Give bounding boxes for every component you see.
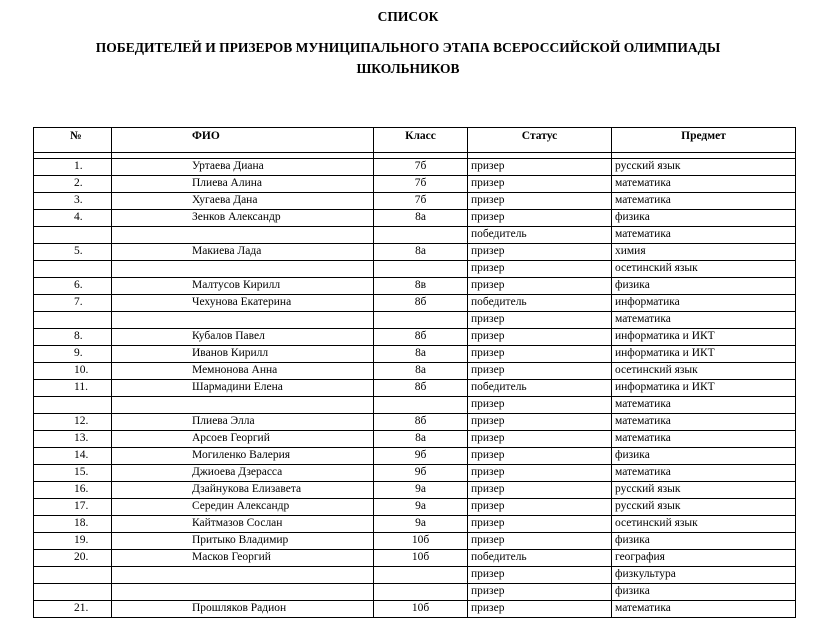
table-row [34,414,796,431]
cell-status: призер [468,533,612,550]
cell-name: Могиленко Валерия [112,448,374,465]
cell-name: Прошляков Радион [112,601,374,618]
cell-subject: математика [612,193,796,210]
cell-subject: информатика и ИКТ [612,346,796,363]
cell-status: призер [468,601,612,618]
table-row [34,176,796,193]
cell-grade: 8а [374,244,468,261]
cell-grade: 8а [374,363,468,380]
table-row [34,363,796,380]
table-row [34,244,796,261]
cell-subject: информатика и ИКТ [612,329,796,346]
cell-subject: география [612,550,796,567]
cell-grade: 8а [374,346,468,363]
cell-subject: математика [612,601,796,618]
table-body [34,153,796,618]
table-row [34,193,796,210]
cell-name: Зенков Александр [112,210,374,227]
cell-subject: математика [612,397,796,414]
cell-number: 15. [34,465,112,482]
cell-grade: 9б [374,448,468,465]
cell-name: Джиоева Дзерасса [112,465,374,482]
cell-subject: математика [612,414,796,431]
document-subtitle-line-1: ПОБЕДИТЕЛЕЙ И ПРИЗЕРОВ МУНИЦИПАЛЬНОГО ЭТАПА ВСЕРОССИЙСКОЙ ОЛИМПИАДЫ [95,40,721,55]
cell-number: 9. [34,346,112,363]
table-row [34,601,796,618]
cell-subject: математика [612,465,796,482]
cell-number [34,567,112,584]
cell-number: 19. [34,533,112,550]
cell-grade: 7б [374,193,468,210]
cell-subject: физика [612,448,796,465]
cell-subject: физика [612,210,796,227]
cell-name: Уртаева Диана [112,159,374,176]
cell-number: 18. [34,516,112,533]
cell-status: призер [468,465,612,482]
table-row [34,312,796,329]
table-row [34,448,796,465]
cell-name: Мемнонова Анна [112,363,374,380]
cell-name: Арсоев Георгий [112,431,374,448]
cell-status: призер [468,193,612,210]
cell-name: Притыко Владимир [112,533,374,550]
table-row [34,227,796,244]
table-row [34,295,796,312]
cell-grade: 8в [374,278,468,295]
cell-grade: 9б [374,465,468,482]
cell-grade [374,261,468,278]
cell-name [112,397,374,414]
cell-status: призер [468,448,612,465]
cell-number: 2. [34,176,112,193]
cell-subject: физика [612,533,796,550]
cell-status: победитель [468,380,612,397]
column-header-number: № [34,128,112,153]
cell-status: призер [468,431,612,448]
cell-number: 11. [34,380,112,397]
cell-name: Хугаева Дана [112,193,374,210]
cell-grade [374,397,468,414]
cell-name: Малтусов Кирилл [112,278,374,295]
cell-name [112,261,374,278]
cell-number: 10. [34,363,112,380]
cell-subject: химия [612,244,796,261]
cell-subject: физика [612,278,796,295]
cell-status: призер [468,482,612,499]
cell-name: Плиева Элла [112,414,374,431]
table-row [34,329,796,346]
table-row [34,346,796,363]
cell-subject: осетинский язык [612,516,796,533]
cell-number [34,397,112,414]
cell-name: Макиева Лада [112,244,374,261]
cell-status: призер [468,312,612,329]
cell-status: призер [468,346,612,363]
column-header-subject: Предмет [612,128,796,153]
cell-number [34,584,112,601]
cell-number: 8. [34,329,112,346]
table-row [34,431,796,448]
cell-number: 20. [34,550,112,567]
cell-name [112,567,374,584]
cell-number [34,261,112,278]
cell-grade: 8б [374,414,468,431]
cell-status: призер [468,567,612,584]
cell-name: Плиева Алина [112,176,374,193]
cell-name: Дзайнукова Елизавета [112,482,374,499]
table-row [34,584,796,601]
table-row [34,567,796,584]
cell-subject: математика [612,431,796,448]
cell-grade [374,227,468,244]
cell-status: призер [468,176,612,193]
cell-subject: информатика [612,295,796,312]
cell-subject: русский язык [612,159,796,176]
table-row [34,516,796,533]
cell-name: Иванов Кирилл [112,346,374,363]
cell-name: Кубалов Павел [112,329,374,346]
column-header-status: Статус [468,128,612,153]
cell-status: призер [468,414,612,431]
table-header-row [34,128,796,153]
cell-grade: 8а [374,210,468,227]
cell-status: призер [468,261,612,278]
table-row [34,482,796,499]
cell-subject: русский язык [612,482,796,499]
table-row [34,499,796,516]
cell-grade [374,584,468,601]
cell-status: призер [468,329,612,346]
cell-name: Шармадини Елена [112,380,374,397]
cell-grade: 8б [374,295,468,312]
column-header-name: ФИО [112,128,374,153]
cell-grade: 8б [374,380,468,397]
cell-subject: информатика и ИКТ [612,380,796,397]
cell-grade: 7б [374,176,468,193]
cell-name: Чехунова Екатерина [112,295,374,312]
cell-grade: 8а [374,431,468,448]
cell-status: призер [468,499,612,516]
cell-number: 16. [34,482,112,499]
cell-grade: 10б [374,550,468,567]
cell-status: призер [468,584,612,601]
cell-grade: 9а [374,516,468,533]
cell-name [112,227,374,244]
cell-subject: осетинский язык [612,363,796,380]
cell-number: 6. [34,278,112,295]
cell-status: призер [468,278,612,295]
cell-number: 3. [34,193,112,210]
winners-table [33,127,796,618]
cell-status: призер [468,363,612,380]
cell-subject: математика [612,227,796,244]
cell-status: призер [468,516,612,533]
column-header-grade: Класс [374,128,468,153]
cell-subject: осетинский язык [612,261,796,278]
cell-grade [374,312,468,329]
cell-number: 21. [34,601,112,618]
table-row [34,533,796,550]
table-row [34,465,796,482]
document-title: СПИСОК [377,9,439,24]
cell-number: 17. [34,499,112,516]
cell-number [34,227,112,244]
cell-grade: 10б [374,601,468,618]
cell-status: победитель [468,550,612,567]
cell-grade: 8б [374,329,468,346]
cell-number: 5. [34,244,112,261]
table-row [34,210,796,227]
cell-subject: русский язык [612,499,796,516]
cell-subject: математика [612,312,796,329]
cell-grade: 10б [374,533,468,550]
cell-status: победитель [468,227,612,244]
table-row [34,159,796,176]
cell-grade: 7б [374,159,468,176]
cell-name [112,584,374,601]
cell-status: призер [468,244,612,261]
document-subtitle-line-2: ШКОЛЬНИКОВ [356,61,460,76]
cell-status: призер [468,210,612,227]
cell-number: 14. [34,448,112,465]
table-row [34,397,796,414]
cell-number: 12. [34,414,112,431]
cell-name [112,312,374,329]
table-row [34,261,796,278]
table-row [34,380,796,397]
cell-number [34,312,112,329]
cell-subject: физкультура [612,567,796,584]
cell-number: 1. [34,159,112,176]
cell-name: Середин Александр [112,499,374,516]
table-row [34,550,796,567]
cell-number: 4. [34,210,112,227]
cell-grade: 9а [374,499,468,516]
cell-name: Кайтмазов Сослан [112,516,374,533]
cell-grade: 9а [374,482,468,499]
cell-subject: математика [612,176,796,193]
cell-status: призер [468,397,612,414]
cell-number: 7. [34,295,112,312]
table-row [34,278,796,295]
cell-status: победитель [468,295,612,312]
cell-grade [374,567,468,584]
cell-name: Масков Георгий [112,550,374,567]
cell-subject: физика [612,584,796,601]
cell-status: призер [468,159,612,176]
cell-number: 13. [34,431,112,448]
